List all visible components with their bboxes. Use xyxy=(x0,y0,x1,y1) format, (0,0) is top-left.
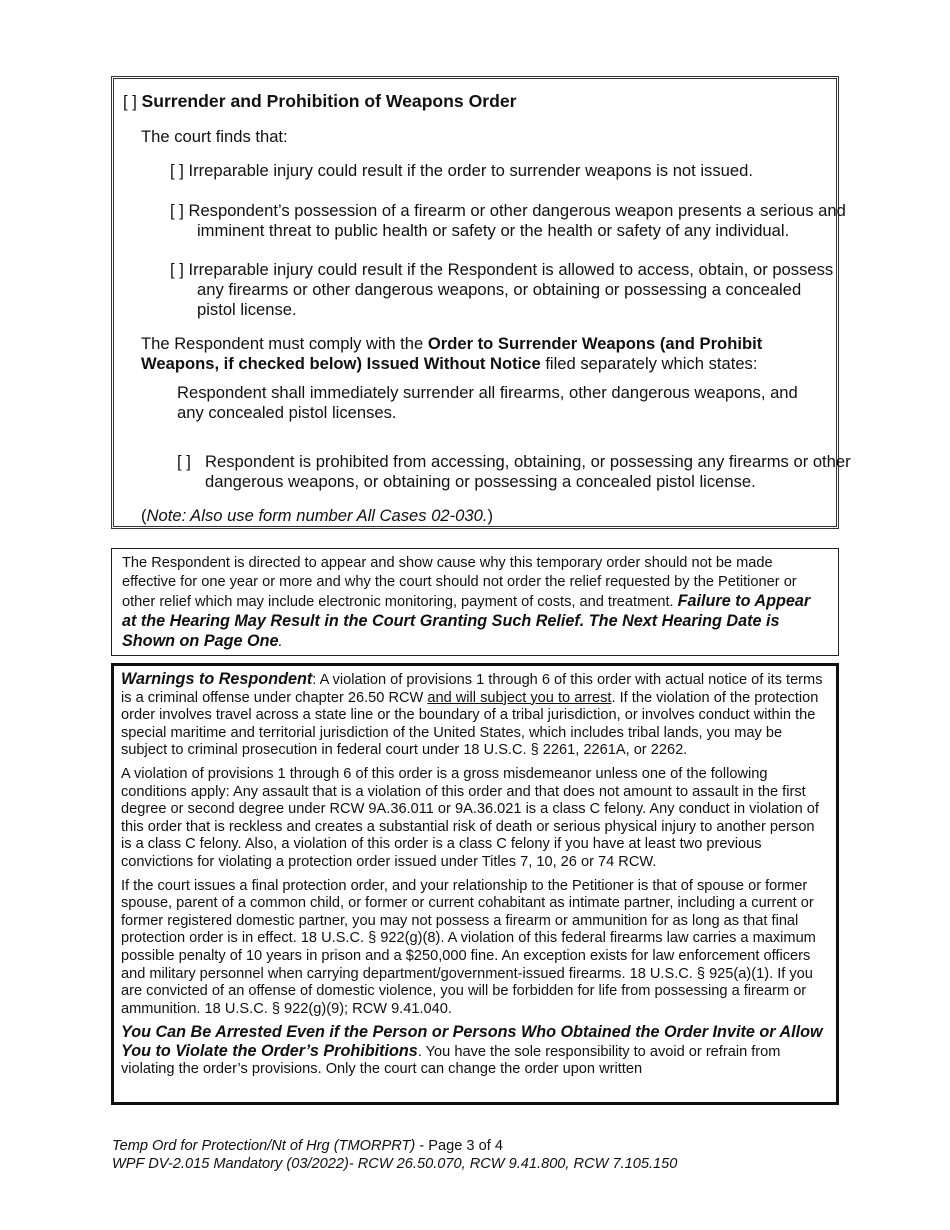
prohibited-item xyxy=(177,452,855,492)
finding-1-text: Irreparable injury could result if the order to surrender weapons is not issued. xyxy=(188,161,753,180)
note-open: ( xyxy=(141,506,147,525)
show-cause-text: The Respondent is directed to appear and show cause why this temporary order should not be made effective for one year or more and why the court should not order the relief requested by the Petitioner or other relief which may include electronic monitoring, payment of costs, and treatment. xyxy=(122,555,797,610)
warnings-paragraph-2: A violation of provisions 1 through 6 of this order is a gross misdemeanor unless one of the following conditions apply: Any assault that is a violation of this order and that does not amount to assault in the first degree or second degree under RCW 9A.36.011 or 9A.36.021 is a class C felony. Any conduct in violation of this order that is reckless and creates a substantial risk of death or serious physical injury to another person is a class C felony. Also, a violation of this order is a class C felony if you have at least two previous convictions for violating a protection order issued under Titles 7, 10, 26 or 74 RCW. xyxy=(121,765,819,870)
warnings-p1-b: . If the violation of the protection order involves travel across a state line or the boundary of a tribal jurisdiction, or involves conduct within the special maritime and territorial jurisdiction of the United States, which includes tribal lands, you may be subject to criminal prosecution in federal court under 18 U.S.C. § 2261, 2261A, or 2262. xyxy=(121,689,819,759)
failure-to-appear-warning: Failure to Appear at the Hearing May Result in the Court Granting Such Relief. The Next Hearing Date is Shown on Page One xyxy=(122,592,811,650)
prohibited-checkbox[interactable]: [ ] xyxy=(177,452,191,471)
comply-prefix: The Respondent must comply with the xyxy=(141,334,428,353)
surrender-title xyxy=(123,91,517,112)
finding-3-checkbox[interactable]: [ ] xyxy=(170,260,184,279)
surrender-title-text: Surrender and Prohibition of Weapons Order xyxy=(141,91,517,111)
footer-line-1 xyxy=(112,1138,503,1154)
warnings-p4-rest: . You have the sole responsibility to avoid or refrain from violating the order’s provisions. Only the court can change the order upon written xyxy=(121,1043,781,1078)
arrest-invite-warning: You Can Be Arrested Even if the Person or Persons Who Obtained the Order Invite or Allow You to Violate the Order’s Prohibitions xyxy=(121,1023,823,1060)
finding-2-checkbox[interactable]: [ ] xyxy=(170,201,184,220)
comply-order-name: Order to Surrender Weapons (and Prohibit Weapons, if checked below) Issued Without Notice xyxy=(141,334,763,373)
warnings-p1-a: : A violation of provisions 1 through 6 of this order with actual notice of its terms is a criminal offense under chapter 26.50 RCW xyxy=(121,672,823,706)
finding-3 xyxy=(170,260,837,320)
comply-suffix: filed separately which states: xyxy=(540,354,758,373)
court-finds-label: The court finds that: xyxy=(141,127,288,146)
prohibited-text: Respondent is prohibited from accessing, obtaining, or possessing any firearms or other dangerous weapons, or obtaining or possessing a concealed pistol license. xyxy=(205,452,851,491)
surrender-weapons-section xyxy=(111,76,851,529)
warnings-section xyxy=(111,663,839,1105)
note-text: Note: Also use form number All Cases 02-030. xyxy=(146,506,488,525)
surrender-checkbox[interactable]: [ ] xyxy=(123,92,137,111)
note-close: ) xyxy=(487,506,494,525)
show-cause-end: . xyxy=(278,634,283,650)
finding-2-text: Respondent’s possession of a firearm or other dangerous weapon presents a serious and imminent threat to public health or safety or the health or safety of any individual. xyxy=(188,201,846,240)
show-cause-section xyxy=(111,548,839,656)
arrest-warning: and will subject you to arrest xyxy=(427,689,612,706)
warnings-heading: Warnings to Respondent xyxy=(121,670,313,688)
warnings-paragraph-1 xyxy=(121,671,828,760)
form-note xyxy=(141,506,493,526)
footer-page-number: - Page 3 of 4 xyxy=(415,1138,503,1154)
finding-1-checkbox[interactable]: [ ] xyxy=(170,161,184,180)
finding-2 xyxy=(170,201,865,241)
footer-form-title: Temp Ord for Protection/Nt of Hrg (TMORPRT) xyxy=(112,1138,416,1154)
comply-statement xyxy=(141,334,801,374)
warnings-paragraph-3: If the court issues a final protection order, and your relationship to the Petitioner is that of spouse or former spouse, parent of a common child, or former or current cohabitant as intimate partner, including a current or former registered domestic partner, you may not possess a firearm or ammunition for as long as that final protection order is in effect. 18 U.S.C. § 922(g)(8). A violation of this federal firearms law carries a maximum possible penalty of 10 years in prison and a $250,000 fine. An exception exists for law enforcement officers and military personnel when carrying department/government-issued firearms. 18 U.S.C. § 925(a)(1). If you are convicted of an offense of domestic violence, you will be forbidden for life from possessing a firearm or ammunition. 18 U.S.C. § 922(g)(9); RCW 9.41.040. xyxy=(121,877,816,1017)
finding-3-text: Irreparable injury could result if the Respondent is allowed to access, obtain, or possess any firearms or other dangerous weapons, or obtaining or possessing a concealed pistol license. xyxy=(188,260,834,319)
finding-1 xyxy=(170,161,857,181)
footer-line-2: WPF DV-2.015 Mandatory (03/2022)- RCW 26.50.070, RCW 9.41.800, RCW 7.105.150 xyxy=(112,1156,678,1172)
shall-surrender-text: Respondent shall immediately surrender all firearms, other dangerous weapons, and any concealed pistol licenses. xyxy=(177,383,798,422)
warnings-paragraph-4 xyxy=(121,1024,828,1079)
